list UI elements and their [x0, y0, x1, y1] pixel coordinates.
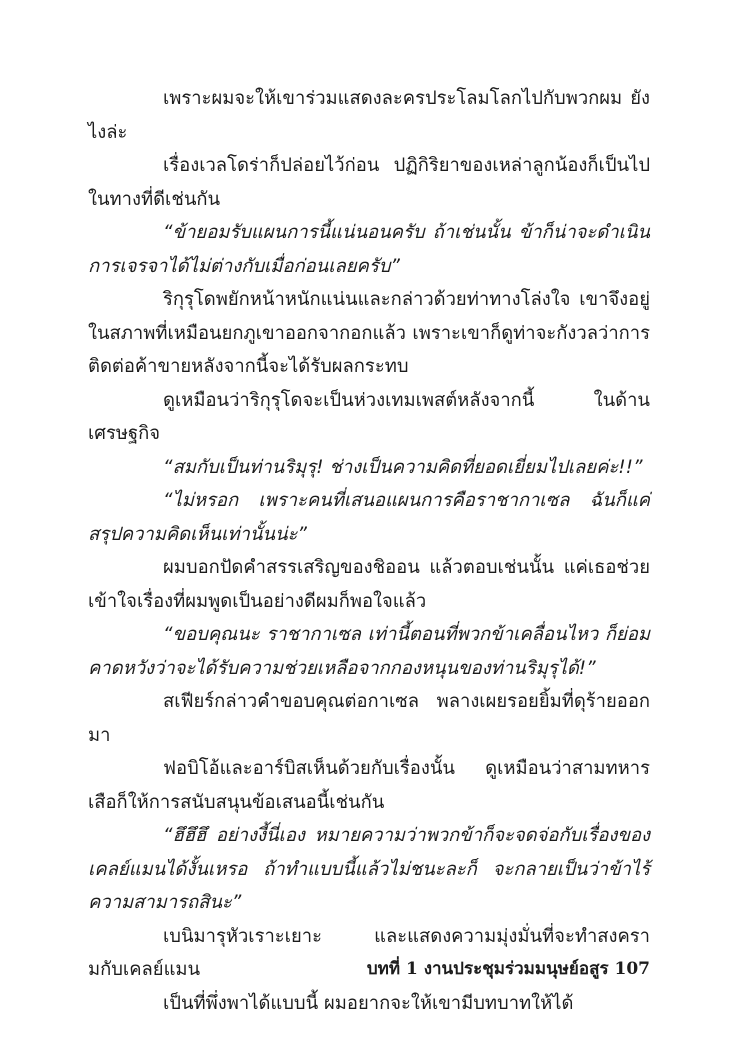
- page-footer: [367, 955, 650, 982]
- paragraph: ดูเหมือนว่าริกุรุโดจะเป็นห่วงเทมเพสต์หลังจากนี้ ในด้านเศรษฐกิจ: [88, 389, 650, 444]
- paragraph: ริกุรุโดพยักหน้าหนักแน่นและกล่าวด้วยท่าทางโล่งใจ เขาจึงอยู่ในสภาพที่เหมือนยกภูเขาออกจากอกแล้ว เพราะเขาก็ดูท่าจะกังวลว่าการติดต่อค้าขายหลังจากนี้จะได้รับผลกระทบ: [88, 289, 650, 377]
- dialogue-paragraph: “ขอบคุณนะ ราชากาเซล เท่านี้ตอนที่พวกข้าเคลื่อนไหว ก็ย่อมคาดหวังว่าจะได้รับความช่วยเหลือจากกองหนุนของท่านริมุรุได้!”: [88, 624, 650, 679]
- dialogue-paragraph: “ฮึฮึฮึ อย่างงี้นี่เอง หมายความว่าพวกข้าก็จะจดจ่อกับเรื่องของเคลย์แมนได้งั้นเหรอ ถ้าทำแบบนี้แล้วไม่ชนะละก็ จะกลายเป็นว่าข้าไร้ความสามารถสินะ”: [88, 825, 650, 913]
- chapter-title: บทที่ 1 งานประชุมร่วมมนุษย์อสูร: [366, 959, 609, 979]
- dialogue-paragraph: “สมกับเป็นท่านริมุรุ! ช่างเป็นความคิดที่ยอดเยี่ยมไปเลยค่ะ!!”: [163, 456, 643, 478]
- page-number: 107: [614, 959, 650, 979]
- paragraph: เรื่องเวลโดร่าก็ปล่อยไว้ก่อน ปฏิกิริยาของเหล่าลูกน้องก็เป็นไปในทางที่ดีเช่นกัน: [88, 155, 650, 210]
- paragraph: สเฟียร์กล่าวคำขอบคุณต่อกาเซล พลางเผยรอยยิ้มที่ดุร้ายออกมา: [88, 691, 650, 746]
- paragraph: เบนิมารุหัวเราะเยาะ และแสดงความมุ่งมั่นที่จะทำสงครามกับเคลย์แมน: [88, 925, 650, 980]
- paragraph: ผมบอกปัดคำสรรเสริญของชิออน แล้วตอบเช่นนั้น แค่เธอช่วยเข้าใจเรื่องที่ผมพูดเป็นอย่างดีผมก็พอใจแล้ว: [88, 557, 650, 612]
- dialogue-paragraph: “ไม่หรอก เพราะคนที่เสนอแผนการคือราชากาเซล ฉันก็แค่สรุปความคิดเห็นเท่านั้นน่ะ”: [88, 490, 650, 545]
- paragraph: เพราะผมจะให้เขาร่วมแสดงละครประโลมโลกไปกับพวกผม ยังไงล่ะ: [88, 88, 650, 143]
- paragraph: เป็นที่พึ่งพาได้แบบนี้ ผมอยากจะให้เขามีบทบาทให้ได้: [163, 992, 574, 1014]
- dialogue-paragraph: “ข้ายอมรับแผนการนี้แน่นอนครับ ถ้าเช่นนั้น ข้าก็น่าจะดำเนินการเจรจาได้ไม่ต่างกับเมื่อก่อนเลยครับ”: [88, 222, 650, 277]
- body-text: [88, 82, 650, 1020]
- paragraph: ฟอบิโอ้และอาร์บิสเห็นด้วยกับเรื่องนั้น ดูเหมือนว่าสามทหารเสือก็ให้การสนับสนุนข้อเสนอนี้เช่นกัน: [88, 758, 650, 813]
